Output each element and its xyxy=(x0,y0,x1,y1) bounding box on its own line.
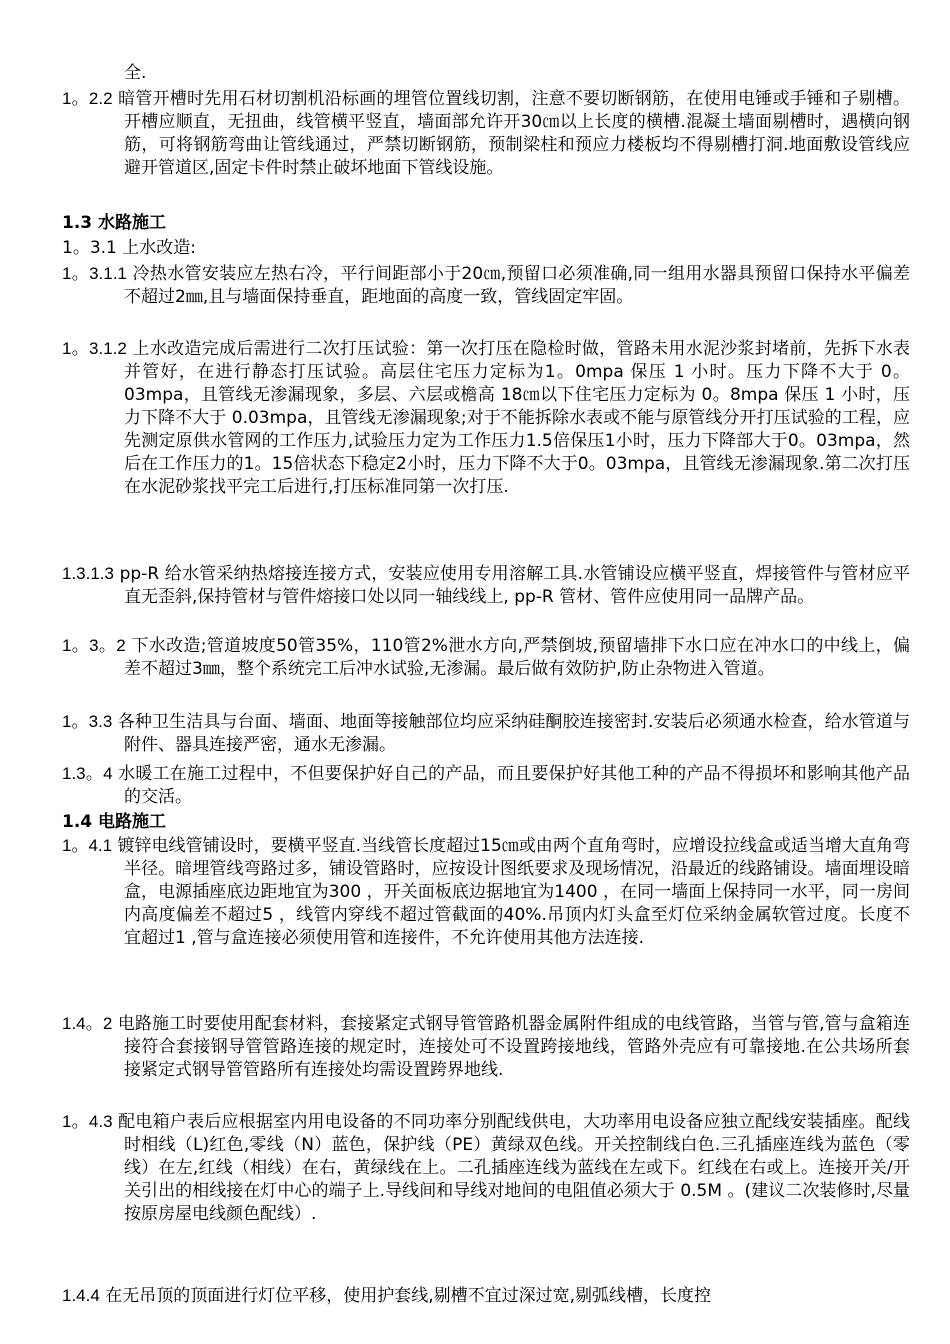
paragraph-1-4-4 xyxy=(62,1284,910,1308)
heading-1-3: 1.3 水路施工 xyxy=(62,213,167,233)
section-number: 1。3.1.1 xyxy=(62,264,127,283)
paragraph-1-3-1-2 xyxy=(62,337,910,499)
paragraph-1-3-1-1 xyxy=(62,262,910,309)
section-number: 1。3.3 xyxy=(62,712,113,731)
section-number: 1.4。2 xyxy=(62,1014,113,1033)
paragraph-text: 镀锌电线管铺设时，要横平竖直.当线管长度超过15㎝或由两个直角弯时，应增设拉线盒或适当增大直角弯半径。暗埋管线弯路过多，铺设管路时，应按设计图纸要求及现场情况，沿最近的线路铺设。墙面埋设暗盒，电源插座底边距地宜为300 ，开关面板底边据地宜为1400 ，在同一墙面上保持同一水平，同一房间内高度偏差不超过5 ，线管内穿线不超过管截面的40%.吊顶内灯头盒至灯位采纳金属软管过度。长度不宜超过1 ,管与盒连接必须使用管和连接件，不允许使用其他方法连接. xyxy=(117,836,910,948)
heading-1-4: 1.4 电路施工 xyxy=(62,812,167,832)
section-number: 1.4.4 xyxy=(62,1286,100,1305)
paragraph-text: 冷热水管安装应左热右冷，平行间距部小于20㎝,预留口必须准确,同一组用水器具预留口保持水平偏差不超过2㎜,且与墙面保持垂直，距地面的高度一致，管线固定牢固。 xyxy=(124,264,911,307)
paragraph-1-4-3 xyxy=(62,1110,910,1226)
paragraph-1-3-1-3 xyxy=(62,562,910,609)
paragraph-1-3-3 xyxy=(62,710,910,757)
section-number: 1。3.1.2 xyxy=(62,339,127,358)
section-number: 1.3.1.3 xyxy=(62,564,114,583)
paragraph-text: 各种卫生洁具与台面、墙面、地面等接触部位均应采纳硅酮胶连接密封.安装后必须通水检查，给水管道与附件、器具连接严密，通水无渗漏。 xyxy=(117,712,910,755)
paragraph-1-3-1 xyxy=(62,237,910,260)
paragraph-1-3-2 xyxy=(62,634,910,681)
section-number: 1。2.2 xyxy=(62,89,113,108)
paragraph-text: 在无吊顶的顶面进行灯位平移，使用护套线,剔槽不宜过深过宽,剔弧线槽，长度控 xyxy=(105,1286,712,1306)
paragraph-text: 下水改造;管道坡度50管35%，110管2%泄水方向,严禁倒坡,预留墙排下水口应在冲水口的中线上，偏差不超过3㎜，整个系统完工后冲水试验,无渗漏。最后做有效防护,防止杂物进入管道。 xyxy=(124,636,910,679)
paragraph-text: 全. xyxy=(124,63,147,83)
paragraph-text: 电路施工时要使用配套材料，套接紧定式钢导管管路机器金属附件组成的电线管路，当管与管,管与盒箱连接符合套接钢导管管路连接的规定时，连接处可不设置跨接地线，管路外壳应有可靠接地.在公共场所套接紧定式钢导管管路所有连接处均需设置跨界地线. xyxy=(117,1014,910,1080)
paragraph-text: 暗管开槽时先用石材切割机沿标画的埋管位置线切割，注意不要切断钢筋，在使用电锤或手锤和子剔槽。开槽应顺直，无扭曲，线管横平竖直，墙面部允许开30㎝以上长度的横槽.混凝土墙面剔槽时，遇横向钢筋，可将钢筋弯曲让管线通过，严禁切断钢筋，预制梁柱和预应力楼板均不得剔槽打洞.地面敷设管线应避开管道区,固定卡件时禁止破坏地面下管线设施。 xyxy=(118,89,910,178)
paragraph-text: pp-R 给水管采纳热熔接连接方式，安装应使用专用溶解工具.水管铺设应横平竖直，焊接管件与管材应平直无歪斜,保持管材与管件熔接口处以同一轴线线上, pp-R 管材、管件应使用同一品牌产品。 xyxy=(119,564,910,607)
section-number: 1.3。4 xyxy=(62,764,113,783)
section-number: 1。4.1 xyxy=(62,836,113,855)
paragraph-1-3-4 xyxy=(62,762,910,809)
section-number: 1。3。2 xyxy=(62,636,126,655)
paragraph-text: 1。3.1 上水改造: xyxy=(62,238,196,258)
paragraph-text: 上水改造完成后需进行二次打压试验：第一次打压在隐检时做，管路未用水泥沙浆封堵前，先拆下水表并管好，在进行静态打压试验。高层住宅压力定标为1。0mpa 保压 1 小时。压力下降不大于 0。03mpa，且管线无渗漏现象，多层、六层或檐高 18㎝以下住宅压力定标为 0。8mpa 保压 1 小时，压力下降不大于 0.03mpa，且管线无渗漏现象;对于不能拆除水表或不能与原管线分开打压试验的工程，应先测定原供水管网的工作压力,试验压力定为工作压力1.5倍保压1小时，压力下降部大于0。03mpa，然后在工作压力的1。15倍状态下稳定2小时，压力下降不大于0。03mpa，且管线无渗漏现象.第二次打压在水泥砂浆找平完工后进行,打压标准同第一次打压. xyxy=(124,339,911,497)
paragraph-continuation xyxy=(62,62,910,85)
paragraph-text: 配电箱户表后应根据室内用电设备的不同功率分别配线供电，大功率用电设备应独立配线安装插座。配线时相线（L)红色,零线（N）蓝色，保护线（PE）黄绿双色线。开关控制线白色.三孔插座连线为蓝色（零线）在左,红线（相线）在右，黄绿线在上。二孔插座连线为蓝线在左或下。红线在右或上。连接开关/开关引出的相线接在灯中心的端子上.导线间和导线对地间的电阻值必须大于 0.5M 。(建议二次装修时,尽量按原房屋电线颜色配线）. xyxy=(118,1112,910,1224)
paragraph-1-4-1 xyxy=(62,834,910,950)
paragraph-text: 水暖工在施工过程中，不但要保护好自己的产品，而且要保护好其他工种的产品不得损坏和影响其他产品的交活。 xyxy=(118,764,910,807)
paragraph-1-4-2 xyxy=(62,1012,910,1082)
section-number: 1。4.3 xyxy=(62,1112,113,1131)
paragraph-1-2-2 xyxy=(62,87,910,180)
